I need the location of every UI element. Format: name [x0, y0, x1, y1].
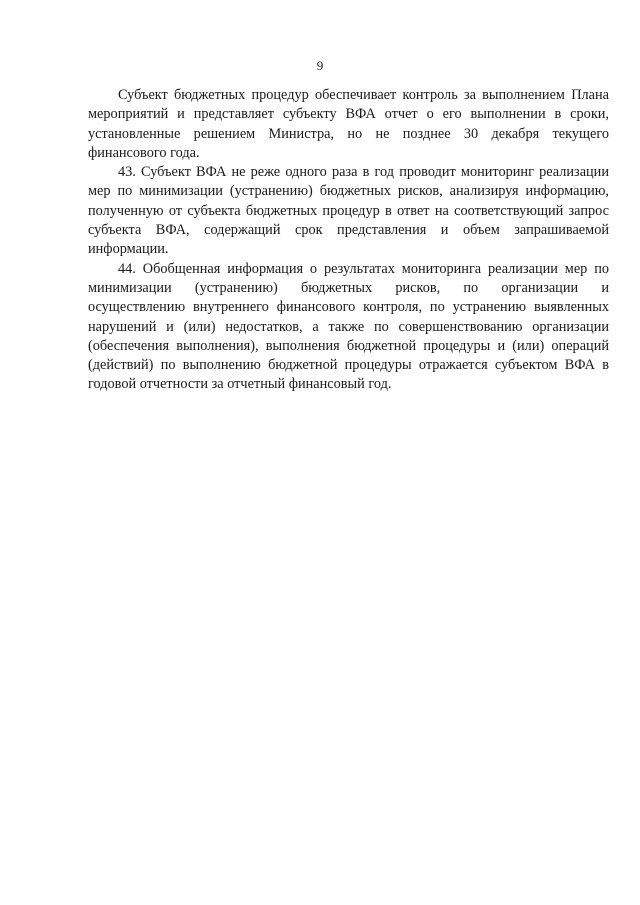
- paragraph-44-line-2: минимизации (устранению) бюджетных рисков, по организации и: [88, 279, 609, 296]
- document-body: [88, 86, 609, 395]
- page-number: 9: [316, 58, 324, 73]
- paragraph-plan-control: Субъект бюджетных процедур обеспечивает контроль за выполнением Плана мероприятий и представляет субъекту ВФА отчет о его выполнении в сроки, установленные решением Министра, но не позднее 30 декабря текущего финансового года.: [88, 87, 609, 161]
- paragraph-44: [88, 260, 609, 395]
- paragraph-43: 43. Субъект ВФА не реже одного раза в год проводит мониторинг реализации мер по минимизации (устранению) бюджетных рисков, анализируя информацию, полученную от субъекта бюджетных процедур в ответ на соответствующий запрос субъекта ВФА, содержащий срок представления и объем запрашиваемой информации.: [88, 164, 609, 258]
- paragraph-44-line-1: 44. Обобщенная информация о результатах мониторинга реализации мер по: [118, 260, 609, 277]
- paragraph-44-body: осуществлению внутреннего финансового контроля, по устранению выявленных нарушений и (или) недостатков, а также по совершенствованию организации (обеспечения выполнения), выполнения бюджетной процедуры и (или) операций (действий) по выполнению бюджетной процедуры отражается субъектом ВФА в годовой отчетности за отчетный финансовый год.: [88, 299, 609, 393]
